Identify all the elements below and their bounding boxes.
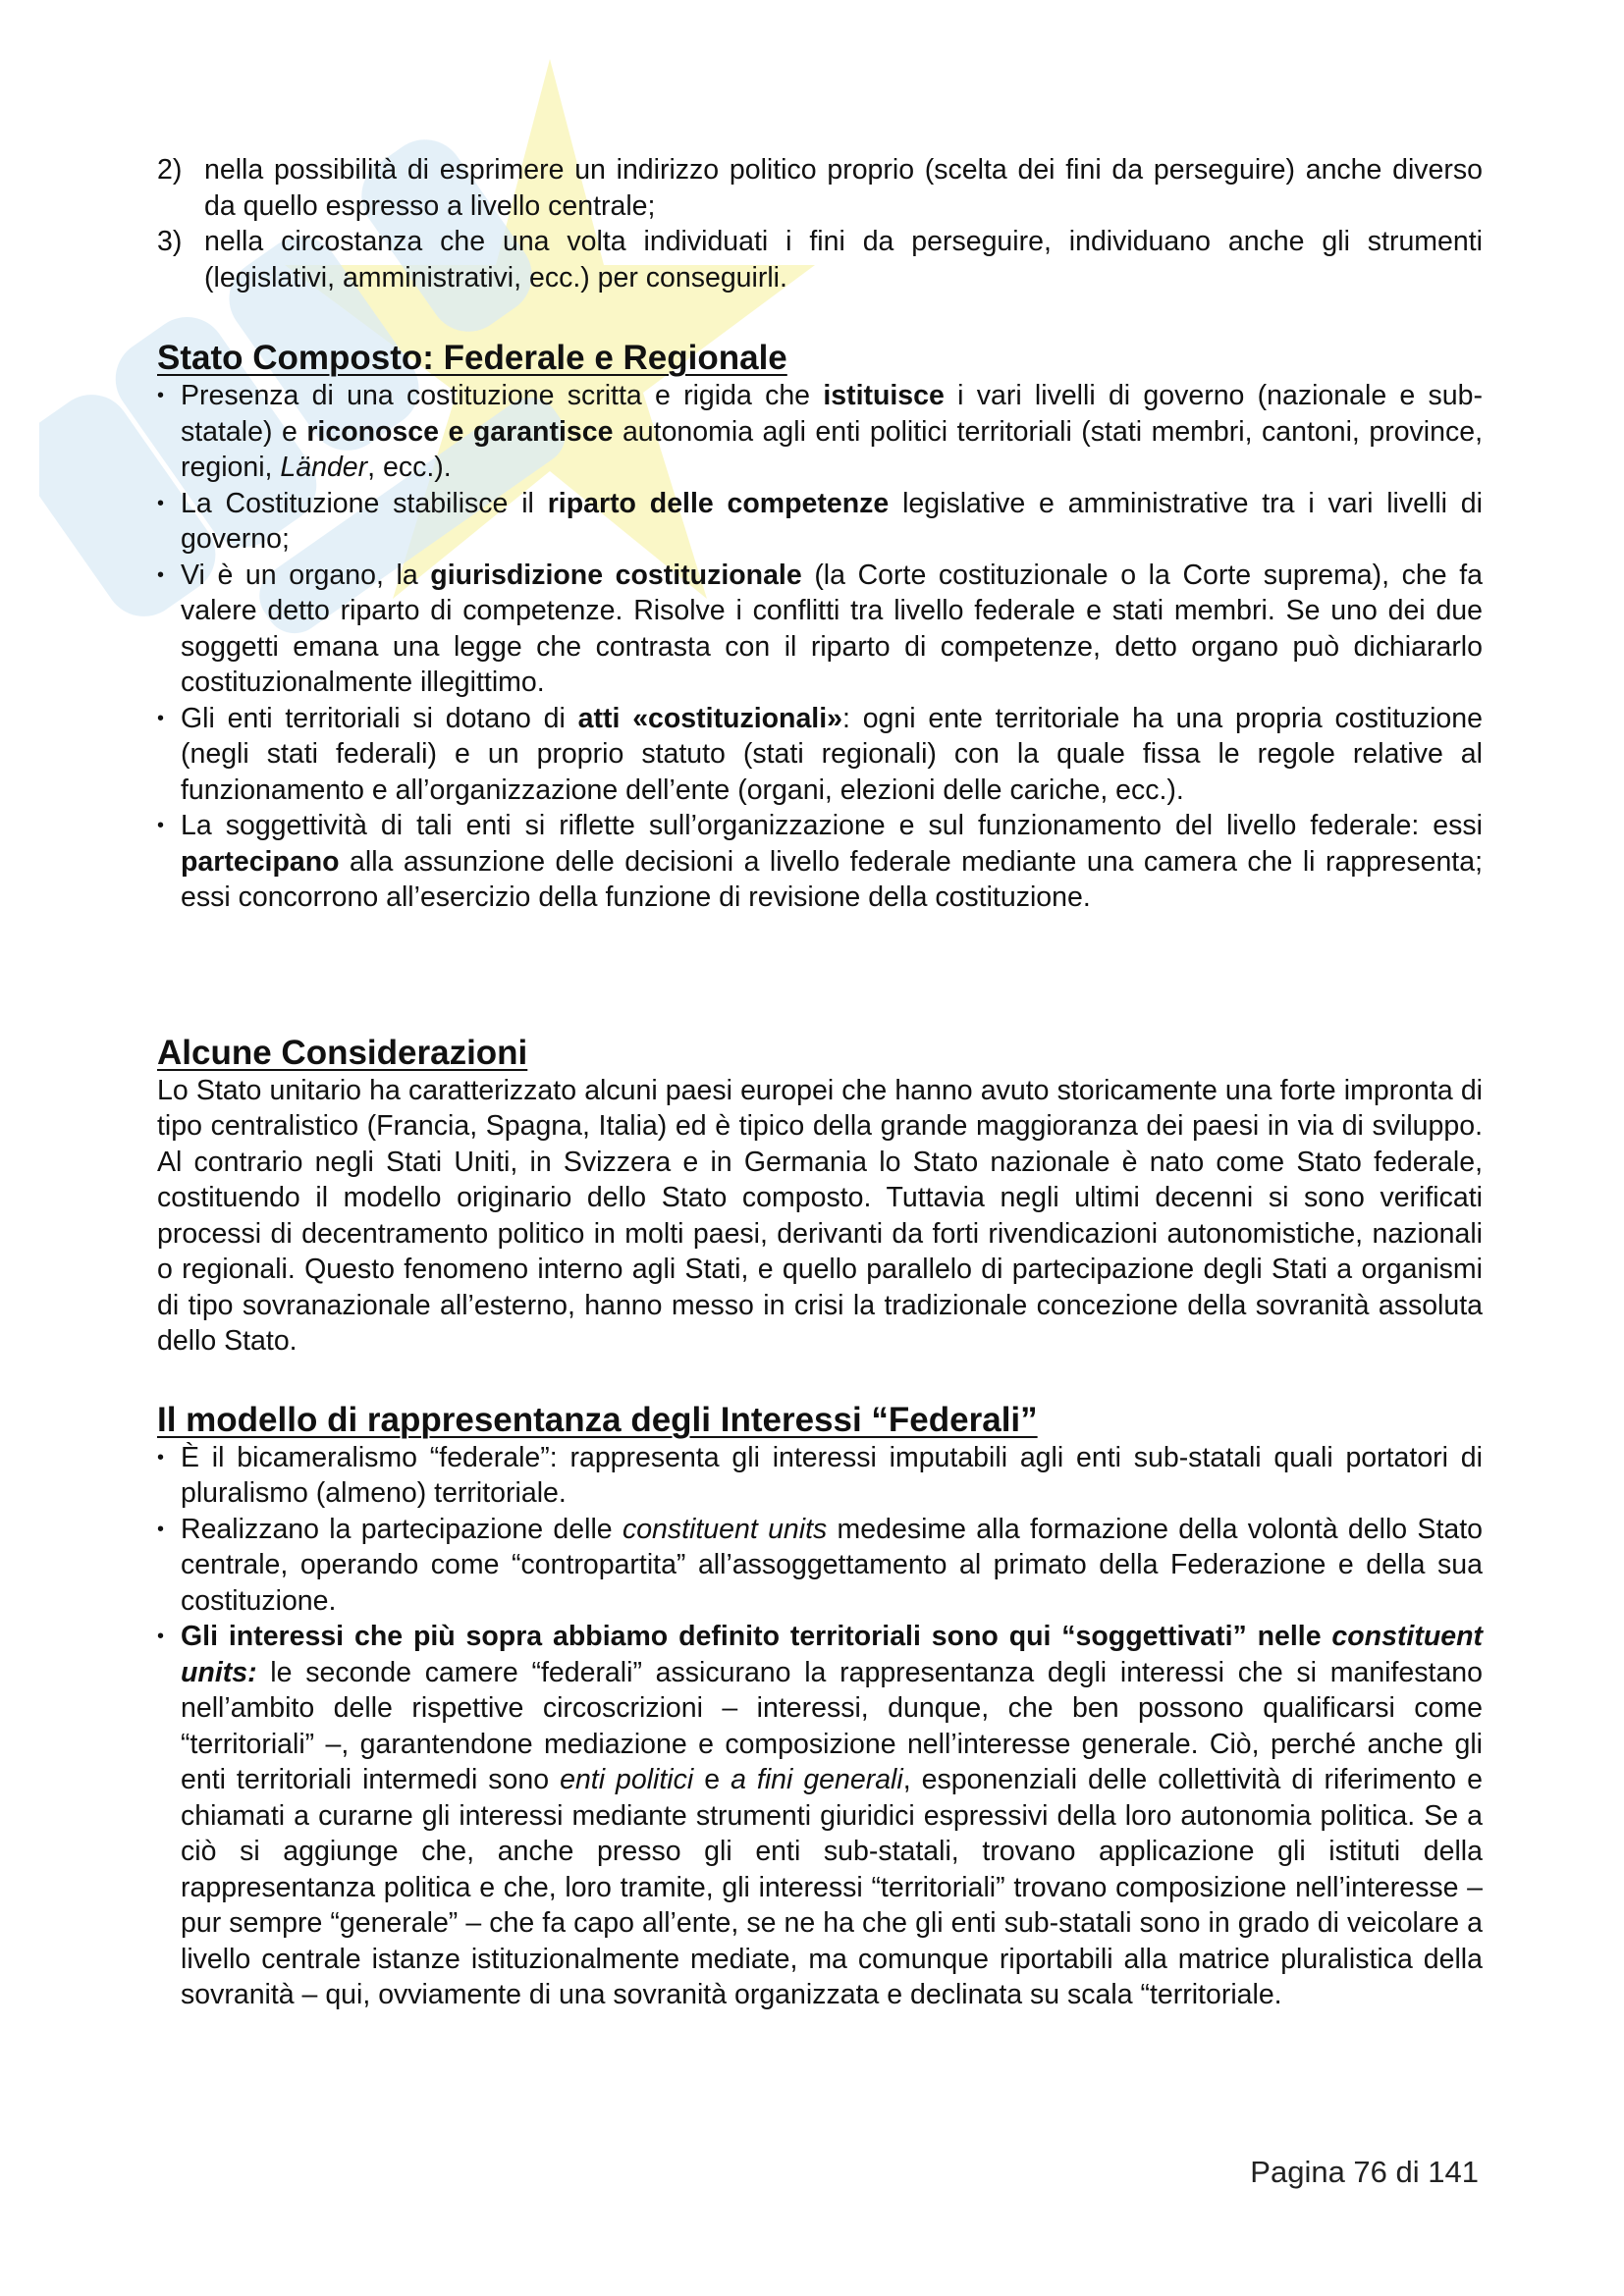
list-item: [157, 378, 1483, 486]
numbered-item: [157, 224, 1483, 295]
bullet-icon: •: [157, 707, 165, 729]
list-item-text: Realizzano la partecipazione delle constituent units medesime alla formazione della volontà dello Stato centrale, operando come “contropartita” all’assoggettamento al primato della Federazione e della sua costituzione.: [181, 1513, 1483, 1617]
list-item-text: Gli enti territoriali si dotano di atti «costituzionali»: ogni ente territoriale ha una propria costituzione (negli stati federali) e un proprio statuto (stati regionali) con la quale fissa le regole relative al funzionamento e all’organizzazione dell’ente (organi, elezioni delle cariche, ecc.).: [181, 702, 1483, 806]
list-item-text: Presenza di una costituzione scritta e rigida che istituisce i vari livelli di governo (nazionale e sub-statale) e riconosce e garantisce autonomia agli enti politici territoriali (stati membri, cantoni, province, regioni, Länder, ecc.).: [181, 380, 1483, 483]
item-text: nella circostanza che una volta individuati i fini da perseguire, individuano anche gli strumenti (legislativi, amministrativi, ecc.) per conseguirli.: [204, 226, 1483, 294]
list-item-text: È il bicameralismo “federale”: rappresenta gli interessi imputabili agli enti sub-statali quali portatori di pluralismo (almeno) territoriale.: [181, 1441, 1483, 1509]
page-number: Pagina 76 di 141: [1250, 2155, 1479, 2189]
bullet-icon: •: [157, 1446, 165, 1468]
list-item: [157, 558, 1483, 701]
bullet-icon: •: [157, 563, 165, 586]
item-number: 2): [157, 154, 183, 186]
list-item: [157, 701, 1483, 809]
item-text: nella possibilità di esprimere un indirizzo politico proprio (scelta dei fini da perseguire) anche diverso da quello espresso a livello centrale;: [204, 154, 1483, 222]
section-title-alcune-considerazioni: Alcune Considerazioni: [157, 1033, 528, 1072]
item-number: 3): [157, 226, 183, 257]
list-item: [157, 1440, 1483, 1512]
list-item: [157, 1619, 1483, 2013]
bullet-icon: •: [157, 492, 165, 514]
list-item: [157, 808, 1483, 916]
page-content: [157, 152, 1483, 2013]
numbered-item: [157, 152, 1483, 224]
paragraph: Lo Stato unitario ha caratterizzato alcuni paesi europei che hanno avuto storicamente una forte impronta di tipo centralistico (Francia, Spagna, Italia) ed è tipico della grande maggioranza dei paesi in via di sviluppo. Al contrario negli Stati Uniti, in Svizzera e in Germania lo Stato nazionale è nato come Stato federale, costituendo il modello originario dello Stato composto. Tuttavia negli ultimi decenni si sono verificati processi di decentramento politico in molti paesi, derivanti da forti rivendicazioni autonomistiche, nazionali o regionali. Questo fenomeno interno agli Stati, e quello parallelo di partecipazione degli Stati a organismi di tipo sovranazionale all’esterno, hanno messo in crisi la tradizionale concezione della sovranità assoluta dello Stato.: [157, 1074, 1483, 1357]
list-item: [157, 1512, 1483, 1620]
section-title-modello-rappresentanza: Il modello di rappresentanza degli Interessi “Federali”: [157, 1400, 1038, 1439]
bullet-icon: •: [157, 1626, 165, 1647]
bullet-list: [157, 378, 1483, 916]
list-item-text: Vi è un organo, la giurisdizione costituzionale (la Corte costituzionale o la Corte suprema), che fa valere detto riparto di competenze. Risolve i conflitti tra livello federale e stati membri. Se uno dei due soggetti emana una legge che contrasta con il riparto di competenze, detto organo può dichiararlo costituzionalmente illegittimo.: [181, 559, 1484, 698]
section-title-stato-composto: Stato Composto: Federale e Regionale: [157, 339, 787, 377]
list-item-text: La Costituzione stabilisce il riparto delle competenze legislative e amministrative tra i vari livelli di governo;: [181, 487, 1483, 555]
list-item: [157, 486, 1483, 558]
bullet-list: [157, 1440, 1483, 2013]
list-item-text: Gli interessi che più sopra abbiamo definito territoriali sono qui “soggettivati” nelle constituent units: le seconde camere “federali” assicurano la rappresentanza degli interessi che si manifestano nell’ambito delle rispettive circoscrizioni – interessi, dunque, che ben possono qualificarsi come “territoriali” –, garantendone mediazione e composizione nell’interesse generale. Ciò, perché anche gli enti territoriali intermedi sono enti politici e a fini generali, esponenziali delle collettività di riferimento e chiamati a curarne gli interessi mediante strumenti giuridici espressivi della loro autonomia politica. Se a ciò si aggiunge che, anche presso gli enti sub-statali, trovano applicazione gli istituti della rappresentanza politica e che, loro tramite, gli interessi “territoriali” trovano composizione nell’interesse – pur sempre “generale” – che fa capo all’ente, se ne ha che gli enti sub-statali sono in grado di veicolare a livello centrale istanze istituzionalmente mediate, ma comunque riportabili alla matrice pluralistica della sovranità – qui, ovviamente di una sovranità organizzata e declinata su scala “territoriale.: [181, 1621, 1483, 2010]
list-item-text: La soggettività di tali enti si riflette sull’organizzazione e sul funzionamento del livello federale: essi partecipano alla assunzione delle decisioni a livello federale mediante una camera che li rappresenta; essi concorrono all’esercizio della funzione di revisione della costituzione.: [181, 810, 1483, 913]
bullet-icon: •: [157, 1518, 165, 1540]
bullet-icon: •: [157, 815, 165, 836]
bullet-icon: •: [157, 385, 165, 406]
